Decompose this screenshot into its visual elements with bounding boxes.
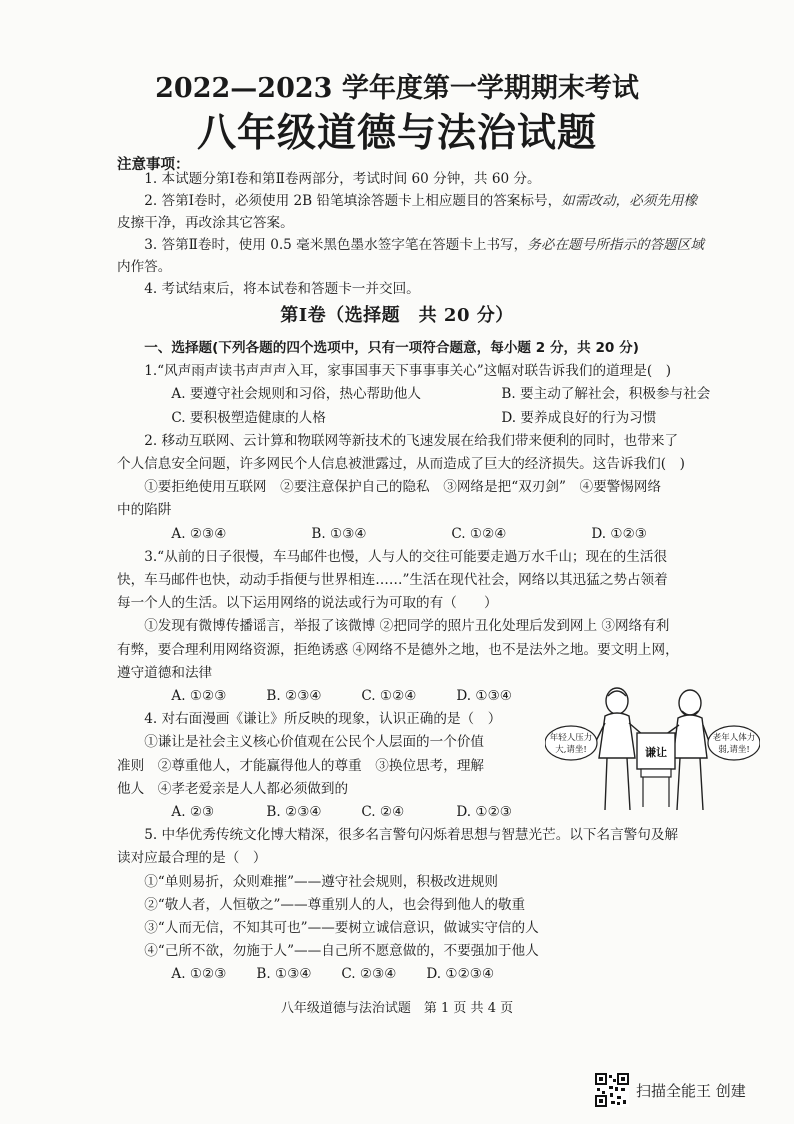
cartoon-modesty (545, 683, 760, 815)
section-instruction: 一、选择题(下列各题的四个选项中，只有一项符合题意，每小题 2 分，共 20 分) (144, 340, 639, 356)
q5-option-a: A. ①②③ (171, 966, 227, 983)
q3-option-b: B. ②③④ (266, 688, 322, 705)
left-speech-bubble (545, 726, 597, 760)
q5-option-c: C. ②③④ (341, 966, 397, 983)
scanner-watermark (595, 1073, 746, 1107)
cartoon-sign-text: 谦让 (645, 746, 667, 759)
q5-statement-4: ④“己所不欲，勿施于人”——自己所不愿意做的，不要强加于他人 (144, 943, 539, 960)
q4-option-d: D. ①②③ (456, 804, 512, 821)
q1-stem: 1.“风声雨声读书声声声入耳，家事国事天下事事事关心”这幅对联告诉我们的道理是( ) (144, 363, 672, 380)
questions-body (117, 337, 762, 987)
left-bubble-line1: 年轻人压力 (549, 733, 593, 743)
q5-option-b: B. ①③④ (256, 966, 312, 983)
q3-option-c: C. ①②④ (361, 688, 417, 705)
note-3-cont: 内作答。 (117, 259, 172, 275)
q5-statement-3: ③“人而无信，不知其可也”——要树立诚信意识，做诚实守信的人 (144, 920, 539, 937)
note-3-handwritten: 务必在题号所指示的答题区域 (527, 237, 704, 253)
note-3 (117, 234, 762, 256)
q1-option-c: C. 要积极塑造健康的人格 (171, 409, 326, 426)
exam-subject-title: 八年级道德与法治试题 (196, 110, 597, 156)
q3-stem-line3: 每一个人的生活。以下运用网络的说法或行为可取的有（ ） (117, 595, 498, 612)
q4-statements-line2: 准则 ②尊重他人，才能赢得他人的尊重 ③换位思考，理解 (117, 757, 485, 774)
q2-statements-line1: ①要拒绝使用互联网 ②要注意保护自己的隐私 ③网络是把“双刃剑” ④要警惕网络 (144, 479, 662, 496)
q2-options (117, 523, 762, 546)
page-footer: 八年级道德与法治试题 第 1 页 共 4 页 (280, 1001, 514, 1016)
note-1: 1. 本试题分第Ⅰ卷和第Ⅱ卷两部分，考试时间 60 分钟，共 60 分。 (144, 171, 541, 187)
q3-stem-line2: 快，车马邮件也快，动动手指便与世界相连……”生活在现代社会，网络以其迅猛之势占领着 (117, 572, 668, 589)
q4-option-c: C. ②④ (361, 804, 405, 821)
qr-code-icon (595, 1073, 629, 1107)
q5-stem-line2: 读对应最合理的是（ ） (117, 850, 267, 867)
note-2 (117, 190, 762, 212)
q5-option-d: D. ①②③④ (426, 966, 495, 983)
q1-options-row1 (117, 383, 762, 406)
q4-statements-line3: 他人 ④孝老爱亲是人人都必须做到的 (117, 780, 349, 797)
q2-stem-line2: 个人信息安全问题，许多网民个人信息被泄露过，从而造成了巨大的经济损失。这告诉我们( ) (117, 456, 685, 473)
q4-statements-line1: ①谦让是社会主义核心价值观在公民个人层面的一个价值 (144, 734, 485, 751)
q2-option-c: C. ①②④ (451, 525, 507, 542)
note-3-text: 3. 答第Ⅱ卷时，使用 0.5 毫米黑色墨水签字笔在答题卡上书写， (144, 237, 528, 253)
right-speech-bubble (708, 726, 760, 760)
notes-block (117, 168, 762, 300)
scanner-label: 扫描全能王 创建 (636, 1081, 746, 1100)
section-title: 第Ⅰ卷（选择题 共 20 分） (280, 305, 514, 326)
note-4: 4. 考试结束后，将本试卷和答题卡一并交回。 (144, 281, 420, 297)
q4-option-b: B. ②③④ (266, 804, 322, 821)
q4-option-a: A. ②③ (171, 804, 215, 821)
left-person-young (595, 688, 643, 810)
notes-heading: 注意事项： (117, 156, 190, 173)
q4-stem: 4. 对右面漫画《谦让》所反映的现象，认识正确的是（ ） (144, 711, 502, 728)
q2-option-a: A. ②③④ (171, 525, 227, 542)
q3-option-a: A. ①②③ (171, 688, 227, 705)
q1-option-a: A. 要遵守社会规则和习俗，热心帮助他人 (171, 386, 421, 403)
q2-option-d: D. ①②③ (591, 525, 647, 542)
q3-stem-line1: 3.“从前的日子很慢，车马邮件也慢，人与人的交往可能要走過万水千山；现在的生活很 (144, 548, 668, 565)
right-bubble-line1: 老年人体力 (712, 733, 756, 743)
q1-options-row2 (117, 407, 762, 430)
q1-option-b: B. 要主动了解社会，积极参与社会 (501, 386, 711, 403)
right-bubble-line2: 弱,请坐! (718, 745, 750, 755)
q5-statement-2: ②“敬人者，人恒敬之”——尊重别人的人，也会得到他人的敬重 (144, 896, 526, 913)
q2-option-b: B. ①③④ (311, 525, 367, 542)
q3-statements-line1: ①发现有微博传播谣言，举报了该微博 ②把同学的照片丑化处理后发到网上 ③网络有利 (144, 618, 670, 635)
left-bubble-line2: 大,请坐! (555, 745, 587, 755)
note-2-handwritten: 如需改动，必须先用橡 (561, 193, 698, 209)
q3-statements-line3: 遵守道德和法律 (117, 664, 213, 681)
q5-statement-1: ①“单则易折，众则难摧”——遵守社会规则，积极改进规则 (144, 873, 498, 890)
q5-stem-line1: 5. 中华优秀传统文化博大精深，很多名言警句闪烁着思想与智慧光芒。以下名言警句及解 (144, 827, 679, 844)
q2-stem-line1: 2. 移动互联网、云计算和物联网等新技术的飞速发展在给我们带来便利的同时，也带来了 (144, 432, 679, 449)
q3-statements-line2: 有弊，要合理利用网络资源，拒绝诱惑 ④网络不是德外之地，也不是法外之地。要文明上网， (117, 641, 679, 658)
note-2-text: 2. 答第Ⅰ卷时，必须使用 2B 铅笔填涂答题卡上相应题目的答案标号， (144, 193, 562, 209)
note-2-cont: 皮擦干净，再改涂其它答案。 (117, 215, 294, 231)
q1-option-d: D. 要养成良好的行为习惯 (501, 409, 657, 426)
q5-options (117, 963, 762, 986)
q2-statements-line2: 中的陷阱 (117, 502, 172, 519)
center-seat (637, 733, 675, 807)
exam-title: 2022—2023 学年度第一学期期末考试 (155, 73, 639, 104)
q3-option-d: D. ①③④ (456, 688, 512, 705)
